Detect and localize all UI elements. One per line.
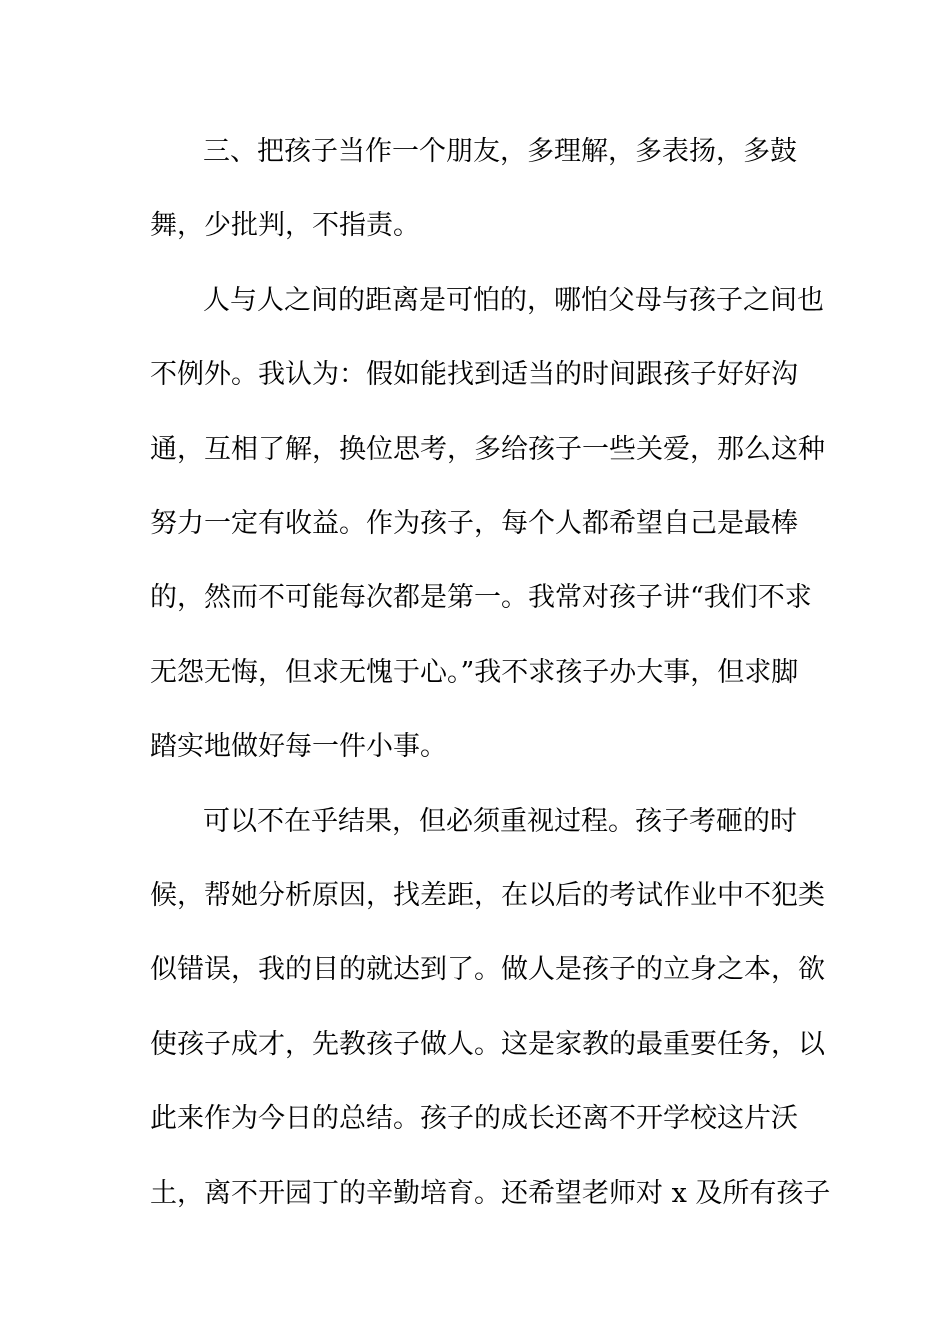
- paragraph-2-line-5: 的，然而不可能每次都是第一。我常对孩子讲“我们不求: [150, 582, 812, 613]
- paragraph-3-line-2: 候，帮她分析原因，找差距，在以后的考试作业中不犯类: [150, 880, 825, 911]
- paragraph-2-line-6: 无怨无悔，但求无愧于心。”我不求孩子办大事，但求脚: [150, 657, 799, 688]
- paragraph-3-line-5: 此来作为今日的总结。孩子的成长还离不开学校这片沃: [150, 1103, 798, 1134]
- paragraph-2-line-4: 努力一定有收益。作为孩子，每个人都希望自己是最棒: [150, 508, 798, 539]
- paragraph-3-line-6: 土，离不开园丁的辛勤培育。还希望老师对 x 及所有孩子: [150, 1178, 831, 1209]
- paragraph-2-line-7: 踏实地做好每一件小事。: [150, 731, 447, 762]
- paragraph-3-line-4: 使孩子成才，先教孩子做人。这是家教的最重要任务，以: [150, 1029, 825, 1060]
- paragraph-3-line-1: 可以不在乎结果，但必须重视过程。孩子考砸的时: [203, 806, 797, 837]
- paragraph-2-line-1: 人与人之间的距离是可怕的，哪怕父母与孩子之间也: [203, 285, 824, 316]
- paragraph-2-line-3: 通，互相了解，换位思考，多给孩子一些关爱，那么这种: [150, 434, 825, 465]
- paragraph-2-line-2: 不例外。我认为：假如能找到适当的时间跟孩子好好沟: [150, 359, 798, 390]
- paragraph-1-line-1: 三、把孩子当作一个朋友，多理解，多表扬，多鼓: [203, 136, 797, 167]
- paragraph-3-line-3: 似错误，我的目的就达到了。做人是孩子的立身之本，欲: [150, 954, 825, 985]
- paragraph-1-line-2: 舞，少批判，不指责。: [150, 210, 420, 241]
